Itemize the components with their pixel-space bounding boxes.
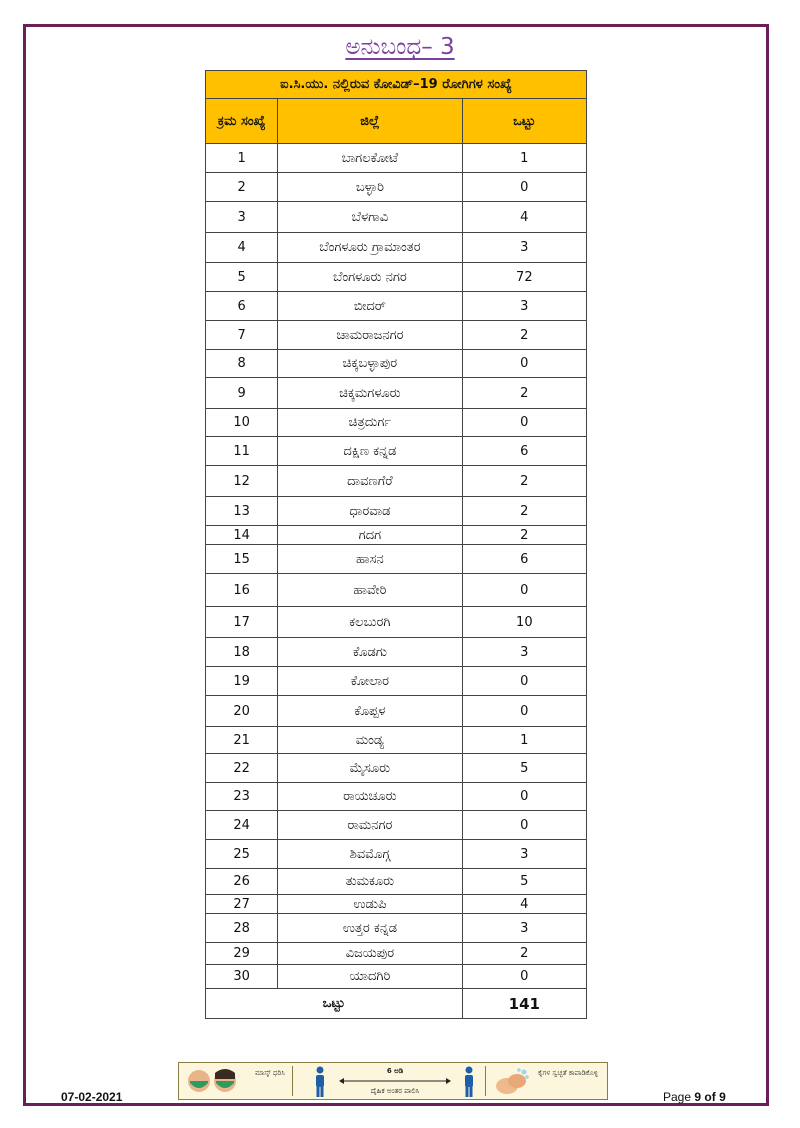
- covid-safety-banner: [178, 1062, 608, 1100]
- table-row: [206, 466, 587, 497]
- table-row: [206, 321, 587, 350]
- row-count: 2: [462, 943, 586, 965]
- row-serial-number: 23: [206, 783, 278, 811]
- table-row: [206, 409, 587, 437]
- row-district: ರಾಮನಗರ: [278, 811, 462, 840]
- table-row: [206, 783, 587, 811]
- row-count: 5: [462, 754, 586, 783]
- row-count: 2: [462, 321, 586, 350]
- row-count: 6: [462, 545, 586, 574]
- row-district: ಕೊಪ್ಪಳ: [278, 696, 462, 727]
- row-count: 72: [462, 263, 586, 292]
- table-row: [206, 727, 587, 754]
- row-district: ಹಾಸನ: [278, 545, 462, 574]
- table-row: [206, 350, 587, 378]
- table-row: [206, 545, 587, 574]
- annex-title: ಅನುಬಂಧ– 3: [345, 34, 455, 60]
- row-count: 3: [462, 638, 586, 667]
- table-row: [206, 263, 587, 292]
- row-count: 1: [462, 144, 586, 173]
- row-district: ಧಾರವಾಡ: [278, 497, 462, 526]
- table-row: [206, 437, 587, 466]
- table-row: [206, 233, 587, 263]
- row-count: 0: [462, 696, 586, 727]
- row-district: ಕೋಲಾರ: [278, 667, 462, 696]
- row-district: ಉತ್ತರ ಕನ್ನಡ: [278, 914, 462, 943]
- row-district: ರಾಯಚೂರು: [278, 783, 462, 811]
- table-row: [206, 811, 587, 840]
- row-district: ಮಂಡ್ಯ: [278, 727, 462, 754]
- row-serial-number: 2: [206, 173, 278, 202]
- row-count: 2: [462, 497, 586, 526]
- row-serial-number: 5: [206, 263, 278, 292]
- row-serial-number: 8: [206, 350, 278, 378]
- table-row: [206, 144, 587, 173]
- table-row: [206, 754, 587, 783]
- header-total: ಒಟ್ಟು: [462, 99, 586, 144]
- total-value: 141: [462, 989, 586, 1019]
- table-row: [206, 574, 587, 607]
- header-district: ಜಿಲ್ಲೆ: [278, 99, 462, 144]
- row-count: 2: [462, 466, 586, 497]
- row-serial-number: 28: [206, 914, 278, 943]
- row-count: 0: [462, 574, 586, 607]
- row-serial-number: 11: [206, 437, 278, 466]
- table-row: [206, 943, 587, 965]
- person-icon: [313, 1066, 327, 1098]
- row-count: 1: [462, 727, 586, 754]
- row-district: ಬೆಳಗಾವಿ: [278, 202, 462, 233]
- row-serial-number: 3: [206, 202, 278, 233]
- row-serial-number: 22: [206, 754, 278, 783]
- page-total: 9: [719, 1090, 726, 1104]
- distance-arrow-icon: [339, 1077, 451, 1085]
- table-row: [206, 497, 587, 526]
- table-row: [206, 292, 587, 321]
- row-count: 4: [462, 895, 586, 914]
- mask-text: ಮಾಸ್ಕ್ ಧರಿಸಿ: [255, 1069, 285, 1077]
- row-count: 3: [462, 840, 586, 869]
- distance-text: ದೈಹಿಕ ಅಂತರ ಪಾಲಿಸಿ: [370, 1087, 420, 1095]
- row-district: ಚಾಮರಾಜನಗರ: [278, 321, 462, 350]
- row-count: 0: [462, 350, 586, 378]
- page-current: 9: [694, 1090, 702, 1104]
- row-serial-number: 16: [206, 574, 278, 607]
- row-district: ಉಡುಪಿ: [278, 895, 462, 914]
- row-count: 2: [462, 526, 586, 545]
- table-row: [206, 895, 587, 914]
- table-row: [206, 378, 587, 409]
- table-row: [206, 638, 587, 667]
- page-label: Page: [663, 1090, 692, 1104]
- table-row: [206, 965, 587, 989]
- row-district: ವಿಜಯಪುರ: [278, 943, 462, 965]
- row-serial-number: 24: [206, 811, 278, 840]
- row-serial-number: 29: [206, 943, 278, 965]
- table-row: [206, 202, 587, 233]
- row-serial-number: 1: [206, 144, 278, 173]
- row-serial-number: 17: [206, 607, 278, 638]
- table-row: [206, 840, 587, 869]
- row-count: 4: [462, 202, 586, 233]
- row-count: 0: [462, 783, 586, 811]
- row-district: ಶಿವಮೊಗ್ಗ: [278, 840, 462, 869]
- table-row: [206, 914, 587, 943]
- row-serial-number: 14: [206, 526, 278, 545]
- row-district: ಮೈಸೂರು: [278, 754, 462, 783]
- row-serial-number: 18: [206, 638, 278, 667]
- row-count: 0: [462, 667, 586, 696]
- table-row: [206, 667, 587, 696]
- row-serial-number: 6: [206, 292, 278, 321]
- row-district: ಚಿಕ್ಕಬಳ್ಳಾಪುರ: [278, 350, 462, 378]
- row-serial-number: 12: [206, 466, 278, 497]
- row-district: ಹಾವೇರಿ: [278, 574, 462, 607]
- document-date: 07-02-2021: [61, 1090, 123, 1104]
- row-serial-number: 19: [206, 667, 278, 696]
- row-count: 10: [462, 607, 586, 638]
- table-row: [206, 869, 587, 895]
- distance-value: 6 ಅಡಿ: [386, 1067, 404, 1075]
- row-count: 6: [462, 437, 586, 466]
- row-count: 0: [462, 173, 586, 202]
- row-count: 5: [462, 869, 586, 895]
- header-serial-number: ಕ್ರಮ ಸಂಖ್ಯೆ: [206, 99, 278, 144]
- row-count: 3: [462, 914, 586, 943]
- row-serial-number: 30: [206, 965, 278, 989]
- row-count: 3: [462, 233, 586, 263]
- table-row: [206, 526, 587, 545]
- row-serial-number: 4: [206, 233, 278, 263]
- row-district: ಚಿಕ್ಕಮಗಳೂರು: [278, 378, 462, 409]
- row-district: ದಕ್ಷಿಣ ಕನ್ನಡ: [278, 437, 462, 466]
- row-serial-number: 20: [206, 696, 278, 727]
- row-district: ಕಲಬುರಗಿ: [278, 607, 462, 638]
- row-count: 2: [462, 378, 586, 409]
- person-icon: [462, 1066, 476, 1098]
- icu-patients-table: [205, 70, 587, 1019]
- row-district: ಕೊಡಗು: [278, 638, 462, 667]
- row-serial-number: 15: [206, 545, 278, 574]
- table-row: [206, 607, 587, 638]
- row-district: ಯಾದಗಿರಿ: [278, 965, 462, 989]
- row-serial-number: 7: [206, 321, 278, 350]
- row-serial-number: 10: [206, 409, 278, 437]
- table-row: [206, 696, 587, 727]
- row-district: ಬೆಂಗಳೂರು ಗ್ರಾಮಾಂತರ: [278, 233, 462, 263]
- row-serial-number: 27: [206, 895, 278, 914]
- row-serial-number: 21: [206, 727, 278, 754]
- row-count: 0: [462, 409, 586, 437]
- total-label: ಒಟ್ಟು: [206, 989, 463, 1019]
- row-district: ಬೆಂಗಳೂರು ನಗರ: [278, 263, 462, 292]
- row-count: 0: [462, 811, 586, 840]
- page-of: of: [704, 1090, 716, 1104]
- row-district: ಚಿತ್ರದುರ್ಗ: [278, 409, 462, 437]
- row-district: ದಾವಣಗೆರೆ: [278, 466, 462, 497]
- row-count: 0: [462, 965, 586, 989]
- page-number: [663, 1090, 726, 1104]
- row-district: ಬೀದರ್: [278, 292, 462, 321]
- row-serial-number: 9: [206, 378, 278, 409]
- row-serial-number: 25: [206, 840, 278, 869]
- row-serial-number: 26: [206, 869, 278, 895]
- row-district: ತುಮಕೂರು: [278, 869, 462, 895]
- row-count: 3: [462, 292, 586, 321]
- face-mask-icon: [185, 1065, 239, 1099]
- table-caption: ಐ.ಸಿ.ಯು. ನಲ್ಲಿರುವ ಕೋವಿಡ್–19 ರೋಗಿಗಳ ಸಂಖ್ಯೆ: [206, 71, 587, 99]
- table-row: [206, 173, 587, 202]
- row-district: ಬಳ್ಳಾರಿ: [278, 173, 462, 202]
- hands-text: ಕೈಗಳ ಸ್ವಚ್ಛತೆ ಕಾಪಾಡಿಕೊಳ್ಳಿ: [537, 1069, 599, 1077]
- hand-wash-icon: [491, 1066, 531, 1098]
- row-serial-number: 13: [206, 497, 278, 526]
- row-district: ಗದಗ: [278, 526, 462, 545]
- row-district: ಬಾಗಲಕೋಟೆ: [278, 144, 462, 173]
